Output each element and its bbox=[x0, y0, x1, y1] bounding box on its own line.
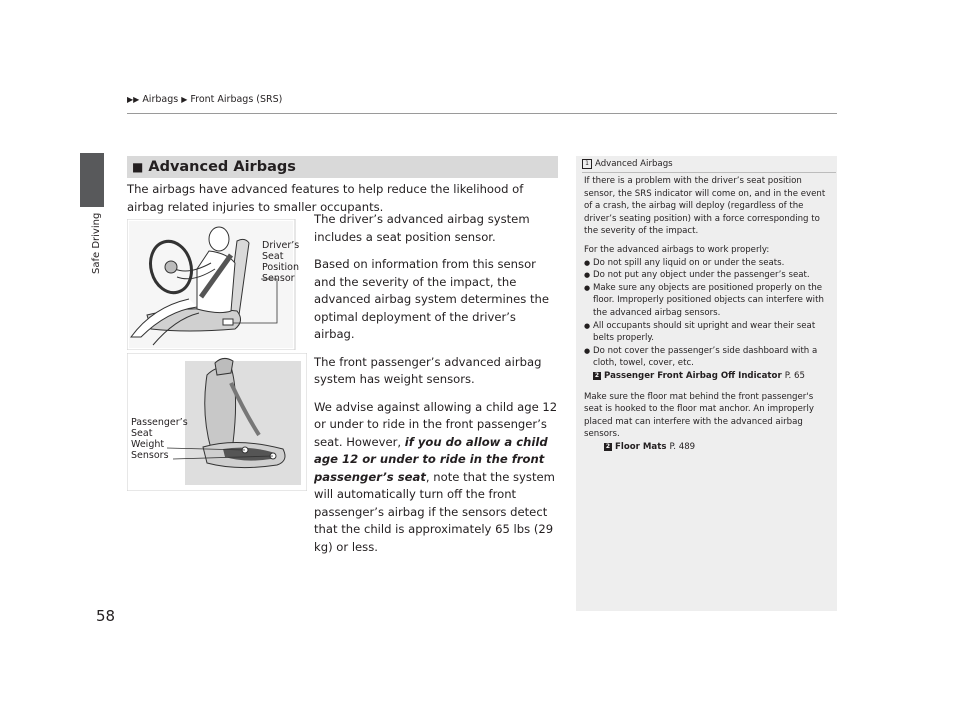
paragraph-child-warning bbox=[314, 399, 560, 557]
paragraph-driver-sensor: The driver’s advanced airbag system includes a seat position sensor. bbox=[314, 212, 530, 244]
callout-line: Seat bbox=[131, 428, 153, 439]
reference-label: Floor Mats bbox=[615, 441, 667, 452]
note-bullet-list bbox=[584, 257, 834, 370]
page-reference-icon: 2 bbox=[594, 372, 600, 380]
breadcrumb-item-front-airbags[interactable]: Front Airbags (SRS) bbox=[190, 94, 283, 105]
note-bullet: ● Do not put any object under the passenger’s seat. bbox=[584, 269, 834, 282]
reference-floor-mats[interactable] bbox=[584, 441, 834, 454]
note-paragraph-requirements: For the advanced airbags to work properly: bbox=[584, 244, 770, 255]
callout-line: Position bbox=[262, 262, 299, 273]
callout-line: Sensor bbox=[262, 273, 295, 284]
reference-passenger-airbag-off[interactable] bbox=[584, 370, 834, 383]
reference-page: P. 65 bbox=[784, 370, 805, 381]
reference-page: P. 489 bbox=[669, 441, 696, 452]
callout-line: Driver’s bbox=[262, 240, 300, 251]
note-paragraph-floor-mat: Make sure the floor mat behind the front passenger's seat is hooked to the floor mat anchor. An improperly placed mat can interfere with the advanced airbag sensors. bbox=[584, 391, 814, 440]
driver-seat-illustration bbox=[127, 219, 307, 350]
chapter-label bbox=[88, 212, 102, 282]
breadcrumb-arrow-icon: ▶ bbox=[181, 95, 188, 104]
note-title-text: Advanced Airbags bbox=[595, 159, 673, 169]
reference-label: Passenger Front Airbag Off Indicator bbox=[604, 370, 782, 381]
callout-line: Passenger’s bbox=[131, 417, 188, 428]
driver-seat-svg bbox=[127, 219, 307, 350]
note-title bbox=[582, 159, 673, 169]
callout-line: Weight bbox=[131, 439, 165, 450]
paragraph-passenger-sensor: The front passenger’s advanced airbag system has weight sensors. bbox=[314, 354, 542, 386]
note-bullet: ● Make sure any objects are positioned properly on the floor. Improperly positioned objects can interfere with the advanced airbag sensors. bbox=[584, 282, 834, 320]
chapter-label-text: Safe Driving bbox=[91, 212, 102, 274]
note-paragraph-srs: If there is a problem with the driver’s seat position sensor, the SRS indicator will come on, and in the event of a crash, the airbag will deploy (regardless of the driver’s seating position) with a force corresponding to the severity of the impact. bbox=[584, 176, 826, 237]
main-text-column bbox=[314, 211, 560, 566]
breadcrumb-item-airbags[interactable]: Airbags bbox=[142, 94, 179, 105]
child-warning-emphasis: if you do allow a child age 12 or under to ride in the front passenger’s seat bbox=[314, 434, 548, 484]
note-body bbox=[584, 175, 834, 453]
child-warning-start: We advise against allowing a child age 12 or under to ride in the front passenger’s seat. However, bbox=[314, 399, 558, 449]
breadcrumb bbox=[127, 94, 282, 105]
driver-seat-sensor-callout bbox=[262, 240, 299, 284]
note-icon: 1 bbox=[582, 159, 592, 169]
note-divider bbox=[582, 172, 836, 173]
page-reference-icon: 2 bbox=[605, 443, 611, 451]
section-square-icon: ■ bbox=[132, 160, 144, 174]
callout-line: Sensors bbox=[131, 450, 169, 461]
breadcrumb-arrow-icon: ▶▶ bbox=[127, 95, 140, 104]
paragraph-deployment: Based on information from this sensor and the severity of the impact, the advanced airbag system determines the optimal deployment of the driver’s airbag. bbox=[314, 257, 550, 341]
child-warning-end: , note that the system will automatically turn off the front passenger’s airbag if the sensors detect that the child is approximately 65 lbs (29 kg) or less. bbox=[314, 469, 555, 554]
callout-line: Seat bbox=[262, 251, 284, 262]
header-divider bbox=[127, 113, 837, 114]
section-heading bbox=[127, 156, 558, 178]
section-title: Advanced Airbags bbox=[148, 159, 296, 175]
chapter-label-svg bbox=[88, 212, 102, 282]
chapter-tab bbox=[80, 153, 104, 207]
page-number: 58 bbox=[96, 607, 116, 625]
intro-paragraph: The airbags have advanced features to help reduce the likelihood of airbag related injuries to smaller occupants. bbox=[127, 182, 524, 214]
note-bullet: ● Do not cover the passenger’s side dashboard with a cloth, towel, cover, etc. bbox=[584, 345, 834, 370]
note-bullet: ● All occupants should sit upright and wear their seat belts properly. bbox=[584, 320, 834, 345]
passenger-weight-sensor-callout bbox=[131, 417, 188, 461]
note-bullet: ● Do not spill any liquid on or under the seats. bbox=[584, 257, 834, 270]
